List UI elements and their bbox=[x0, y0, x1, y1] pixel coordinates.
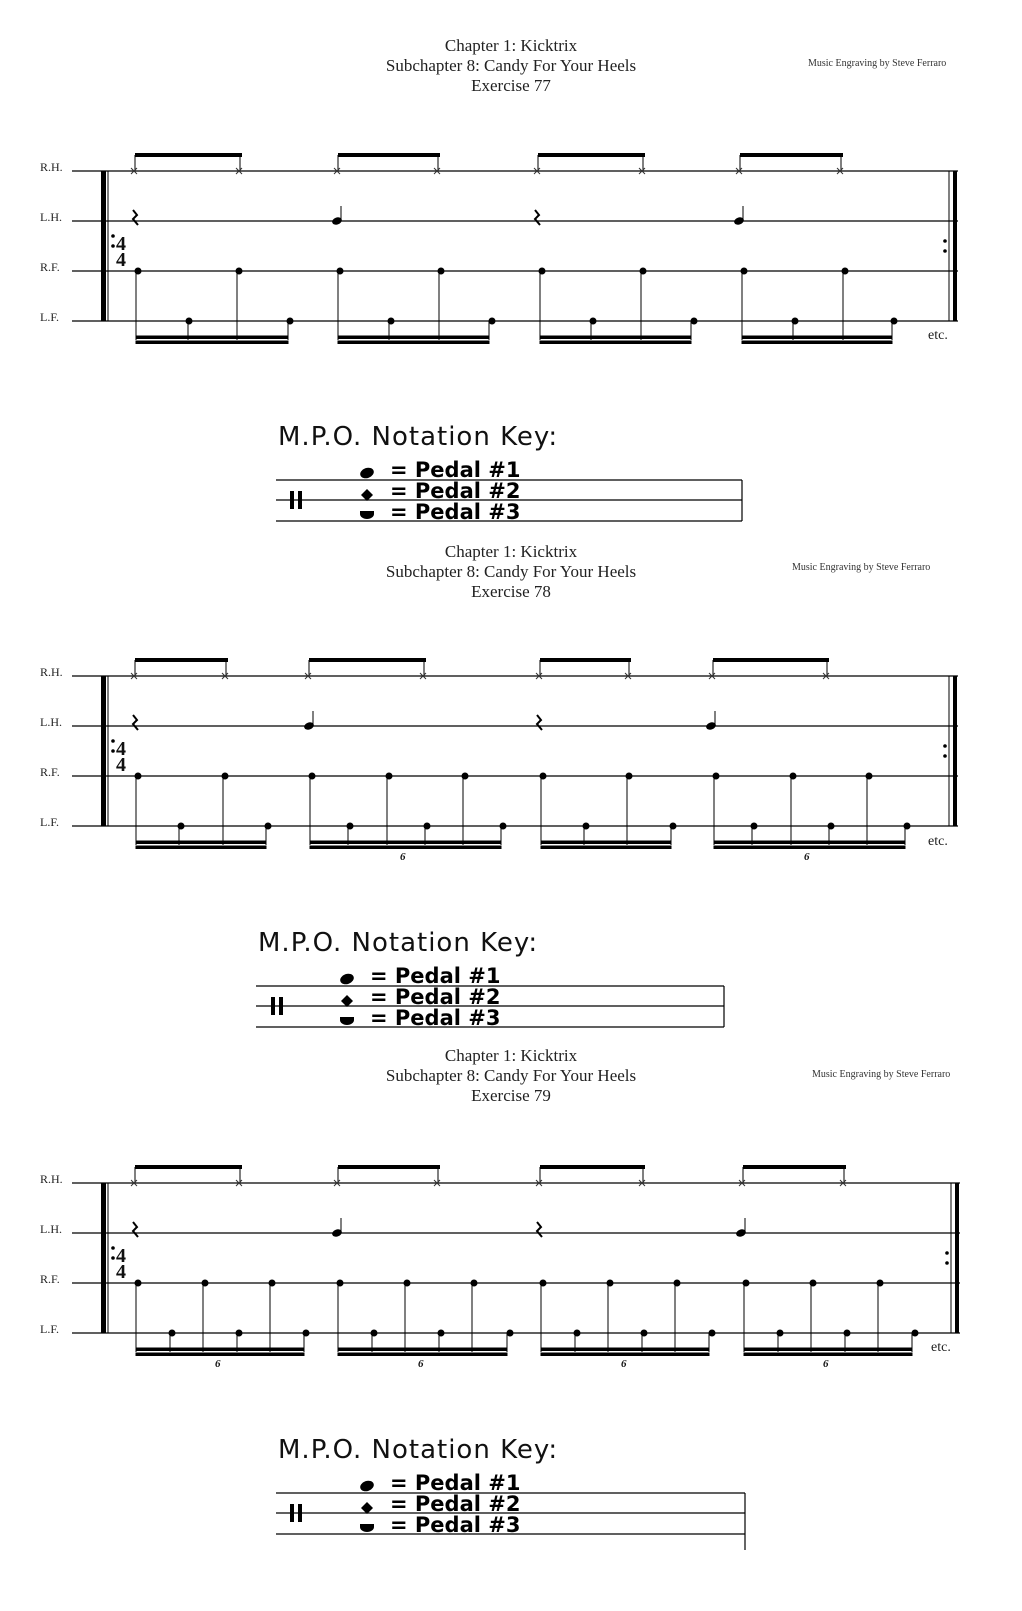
etc-label: etc. bbox=[931, 1340, 951, 1355]
etc-label: etc. bbox=[928, 328, 948, 343]
exercise-section bbox=[0, 1010, 1022, 1611]
pedal2-label: = Pedal #2 bbox=[390, 1492, 521, 1516]
time-sig-bottom: 4 bbox=[116, 1261, 126, 1283]
staff-label-rh: R.H. bbox=[40, 665, 63, 679]
time-sig-top: 4 bbox=[116, 233, 126, 255]
pedal1-label: = Pedal #1 bbox=[390, 1471, 521, 1495]
staff-label-rf: R.F. bbox=[40, 765, 60, 779]
tuplet-label: 6 bbox=[215, 1358, 221, 1370]
notation-key-staff bbox=[0, 0, 1022, 530]
staff-label-lf: L.F. bbox=[40, 815, 60, 829]
pedal1-notehead bbox=[359, 1479, 376, 1493]
notation-key-title: M.P.O. Notation Key: bbox=[278, 422, 559, 452]
chapter-title: Chapter 1: Kicktrix bbox=[444, 542, 578, 561]
staff-label-rh: R.H. bbox=[40, 1172, 63, 1186]
exercise-section bbox=[0, 506, 1022, 1030]
exercise-section bbox=[0, 0, 1022, 524]
time-sig-bottom: 4 bbox=[116, 249, 126, 271]
engraving-credit: Music Engraving by Steve Ferraro bbox=[808, 58, 947, 69]
pedal1-label: = Pedal #1 bbox=[390, 458, 521, 482]
pedal2-label: = Pedal #2 bbox=[390, 479, 521, 503]
time-sig-top: 4 bbox=[116, 1245, 126, 1267]
tuplet-label: 6 bbox=[400, 851, 406, 863]
tuplet-label: 6 bbox=[621, 1358, 627, 1370]
pedal1-notehead bbox=[359, 466, 376, 480]
exercise-title: Exercise 79 bbox=[471, 1086, 551, 1105]
tuplet-label: 6 bbox=[418, 1358, 424, 1370]
pedal1-notehead bbox=[339, 972, 356, 986]
staff-label-lh: L.H. bbox=[40, 1222, 62, 1236]
time-sig-bottom: 4 bbox=[116, 754, 126, 776]
time-sig-top: 4 bbox=[116, 738, 126, 760]
tuplet-label: 6 bbox=[804, 851, 810, 863]
exercise-title: Exercise 78 bbox=[471, 582, 551, 601]
pedal3-label: = Pedal #3 bbox=[390, 1513, 521, 1537]
pedal3-label: = Pedal #3 bbox=[390, 500, 521, 524]
staff-label-rh: R.H. bbox=[40, 160, 63, 174]
pedal2-label: = Pedal #2 bbox=[370, 985, 501, 1009]
subchapter-title: Subchapter 8: Candy For Your Heels bbox=[385, 56, 637, 75]
staff-label-lf: L.F. bbox=[40, 1322, 60, 1336]
engraving-credit: Music Engraving by Steve Ferraro bbox=[812, 1069, 951, 1080]
staff-label-rf: R.F. bbox=[40, 1272, 60, 1286]
subchapter-title: Subchapter 8: Candy For Your Heels bbox=[385, 562, 637, 581]
pedal3-label: = Pedal #3 bbox=[370, 1006, 501, 1030]
notation-key-staff bbox=[0, 506, 1022, 1036]
staff-label-lh: L.H. bbox=[40, 715, 62, 729]
exercise-title: Exercise 77 bbox=[471, 76, 551, 95]
staff-label-rf: R.F. bbox=[40, 260, 60, 274]
pedal2-notehead bbox=[341, 995, 353, 1007]
staff-label-lh: L.H. bbox=[40, 210, 62, 224]
notation-key-title: M.P.O. Notation Key: bbox=[258, 928, 539, 958]
staff-label-lf: L.F. bbox=[40, 310, 60, 324]
engraving-credit: Music Engraving by Steve Ferraro bbox=[792, 562, 931, 573]
chapter-title: Chapter 1: Kicktrix bbox=[444, 36, 578, 55]
tuplet-label: 6 bbox=[823, 1358, 829, 1370]
pedal2-notehead bbox=[361, 1502, 373, 1514]
pedal3-notehead bbox=[360, 1524, 374, 1532]
pedal2-notehead bbox=[361, 489, 373, 501]
pedal1-label: = Pedal #1 bbox=[370, 964, 501, 988]
notation-key-title: M.P.O. Notation Key: bbox=[278, 1435, 559, 1465]
subchapter-title: Subchapter 8: Candy For Your Heels bbox=[385, 1066, 637, 1085]
chapter-title: Chapter 1: Kicktrix bbox=[444, 1046, 578, 1065]
etc-label: etc. bbox=[928, 834, 948, 849]
